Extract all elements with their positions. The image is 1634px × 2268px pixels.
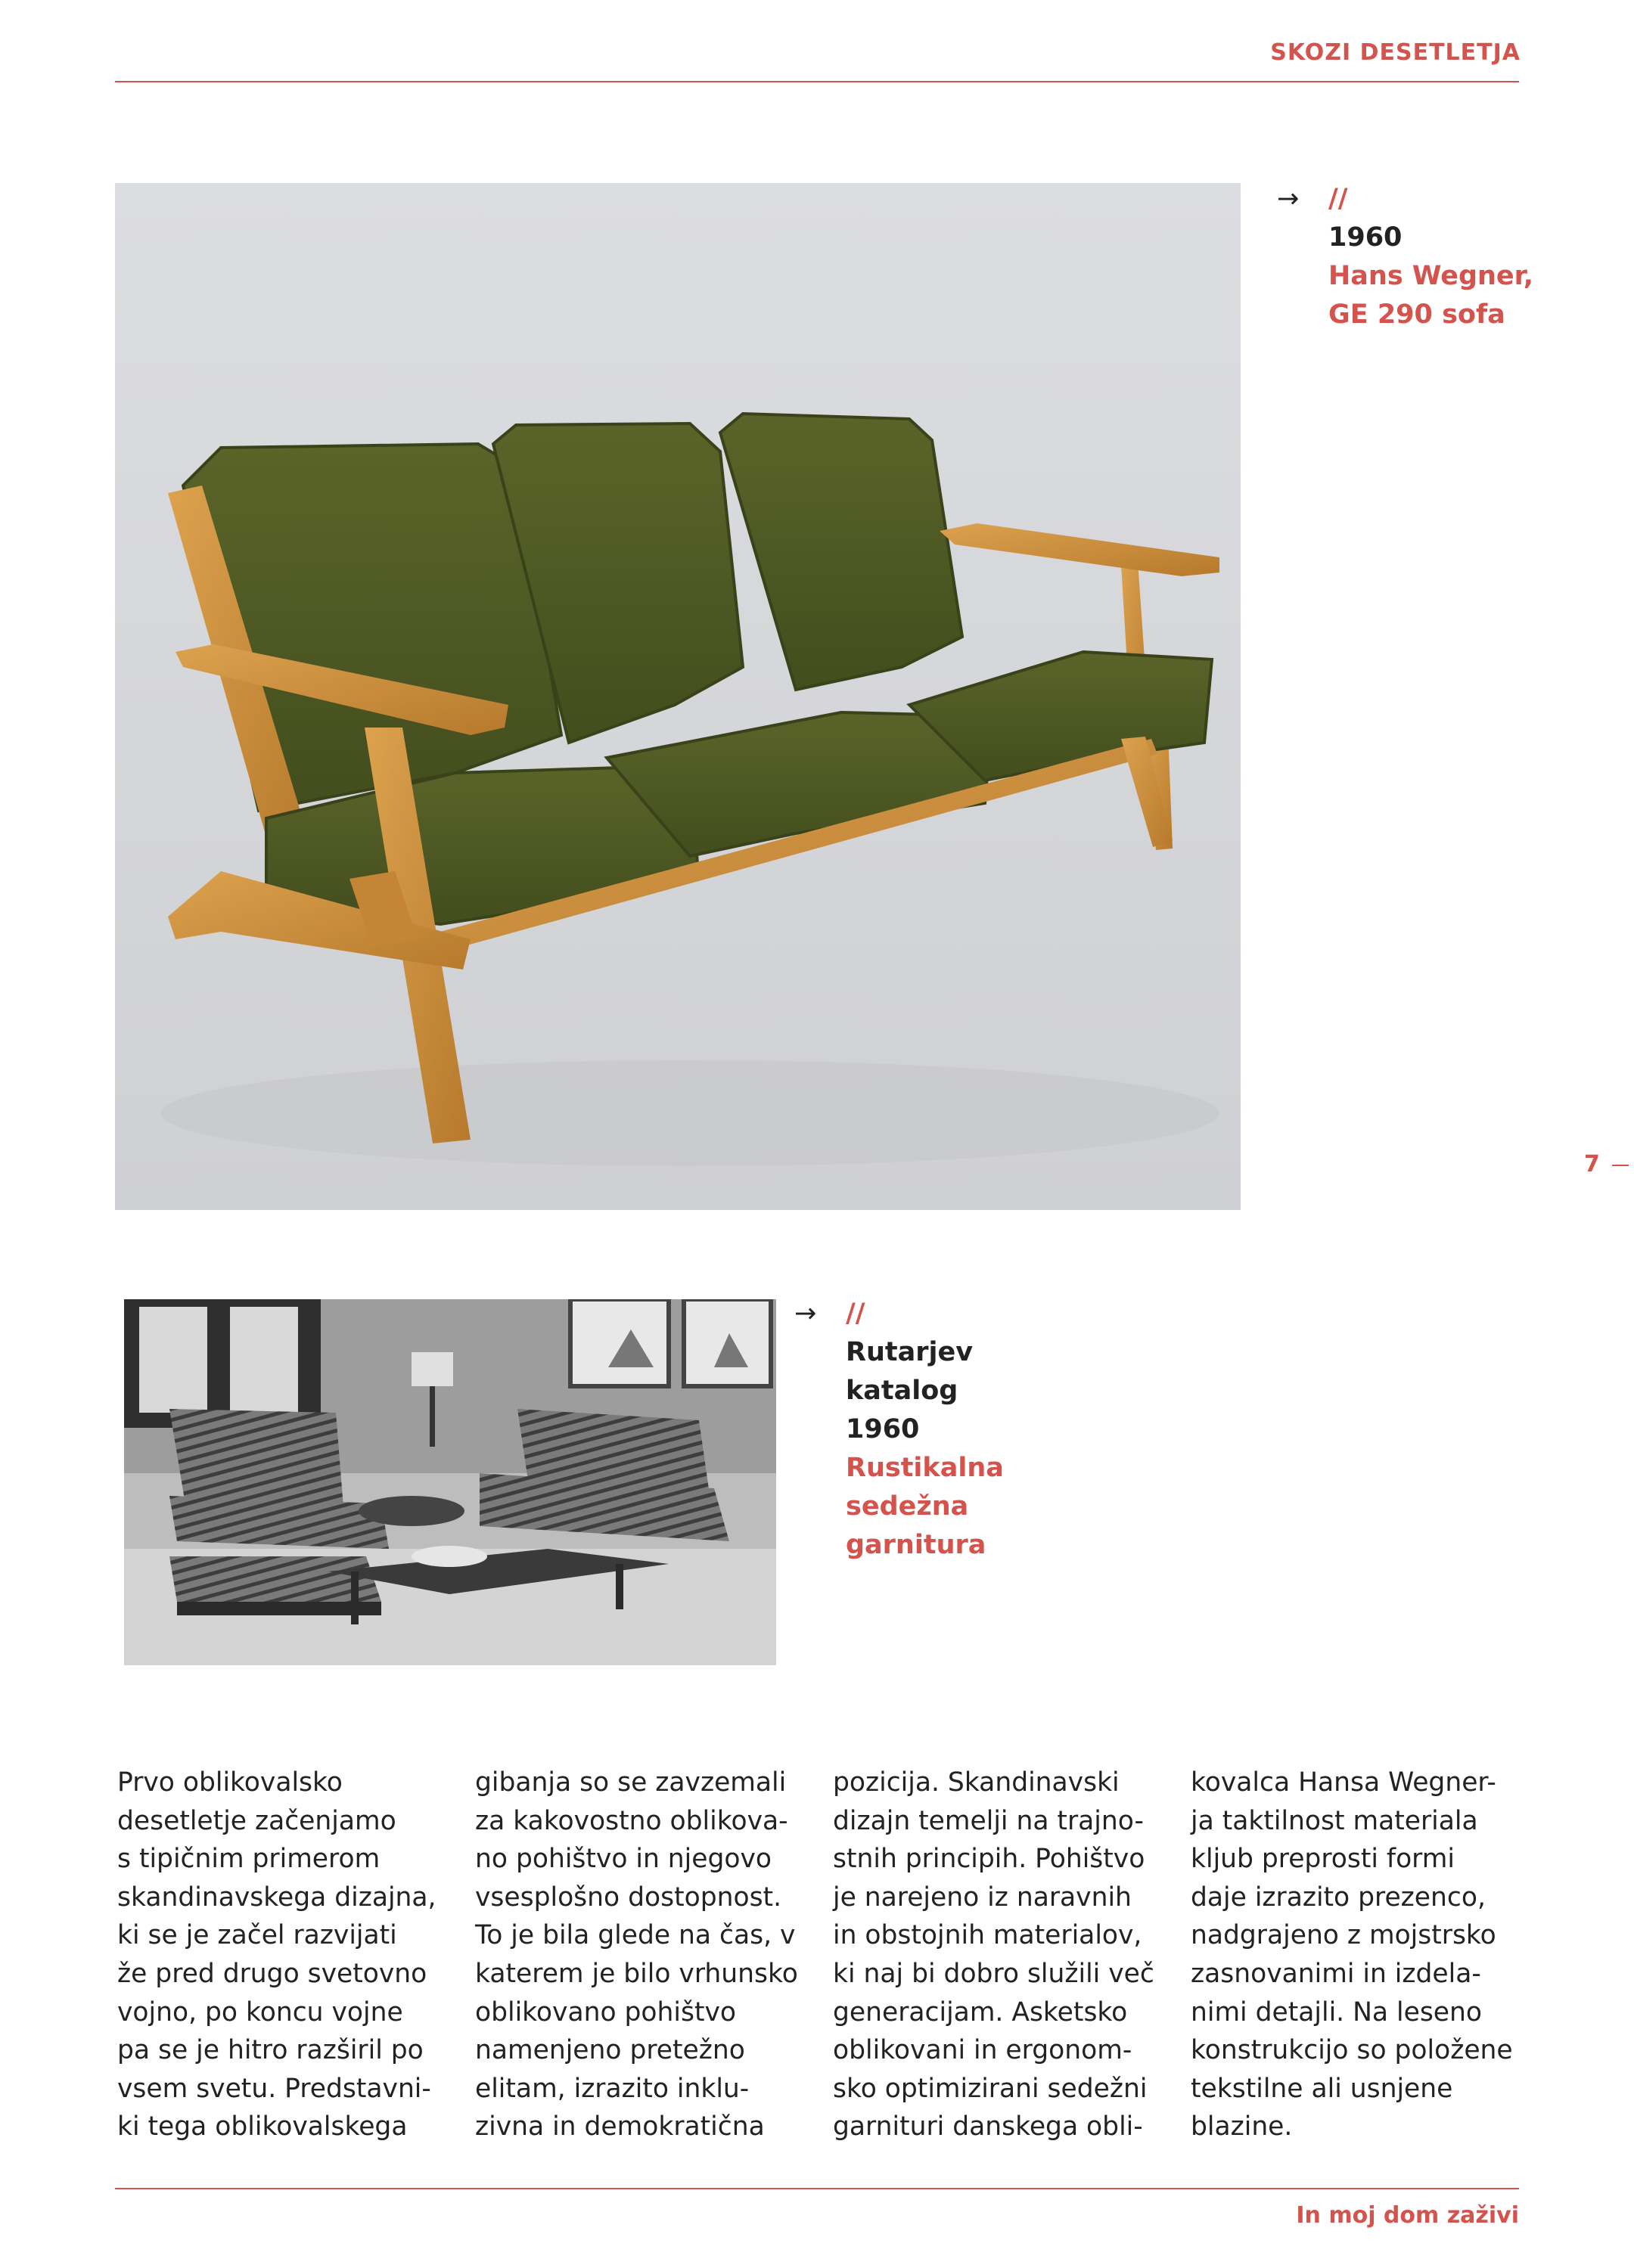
body-line: To je bila glede na čas, v [475,1920,796,1951]
body-line: katerem je bilo vrhunsko [475,1958,798,1989]
body-line: daje izrazito prezenco, [1191,1882,1486,1913]
body-line: generacijam. Asketsko [833,1997,1128,2028]
body-line: konstrukcijo so položene [1191,2035,1513,2066]
caption-title-line-3: garnitura [846,1530,986,1560]
body-line: desetletje začenjamo [117,1805,396,1836]
body-line: in obstojnih materialov, [833,1920,1142,1951]
body-line: pozicija. Skandinavski [833,1767,1120,1798]
body-column-4 [1191,1764,1513,2146]
body-line: s tipičnim primerom [117,1844,381,1875]
body-line: dizajn temelji na trajno- [833,1805,1144,1836]
caption-title-line-1: Rustikalna [846,1453,1004,1483]
body-line: že pred drugo svetovno [117,1958,427,1989]
arrow-right-icon: → [794,1298,817,1329]
footer-text: In moj dom zaživi [1296,2202,1519,2229]
caption-marker: // [1328,184,1348,214]
body-line: ki se je začel razvijati [117,1920,397,1951]
caption-designer: Hans Wegner, [1328,261,1534,291]
caption-source-line-1: Rutarjev [846,1337,974,1367]
body-line: sko optimizirani sedežni [833,2073,1148,2104]
caption-year: 1960 [846,1414,920,1444]
caption-marker: // [846,1298,865,1329]
body-line: skandinavskega dizajna, [117,1882,436,1913]
body-line: oblikovani in ergonom- [833,2035,1132,2066]
header-rule [115,81,1519,82]
body-line: Prvo oblikovalsko [117,1767,343,1798]
body-line: vojno, po koncu vojne [117,1997,403,2028]
body-column-2 [475,1764,798,2146]
sofa-photo [115,183,1241,1210]
body-column-1 [117,1764,435,2146]
body-line: kljub preprosti formi [1191,1844,1455,1875]
body-line: ki naj bi dobro služili več [833,1958,1154,1989]
body-line: blazine. [1191,2111,1293,2142]
section-title: SKOZI DESETLETJA [1270,39,1521,66]
caption-source-line-2: katalog [846,1376,958,1406]
body-line: gibanja so se zavzemali [475,1767,787,1798]
body-line: pa se je hitro razširil po [117,2035,424,2066]
body-line: nadgrajeno z mojstrsko [1191,1920,1496,1951]
body-line: kovalca Hansa Wegner- [1191,1767,1496,1798]
body-line: namenjeno pretežno [475,2035,745,2066]
body-line: vsesplošno dostopnost. [475,1882,782,1913]
body-line: za kakovostno oblikova- [475,1805,788,1836]
caption-title-line-2: sedežna [846,1491,969,1522]
body-line: zasnovanimi in izdela- [1191,1958,1481,1989]
page-number-value: 7 [1584,1151,1600,1177]
catalog-photo [124,1299,776,1665]
body-line: ki tega oblikovalskega [117,2111,408,2142]
body-line: oblikovano pohištvo [475,1997,737,2028]
body-line: vsem svetu. Predstavni- [117,2073,431,2104]
body-line: nimi detajli. Na leseno [1191,1997,1482,2028]
arrow-right-icon: → [1277,184,1300,214]
page-number-dash [1612,1165,1629,1166]
body-line: elitam, izrazito inklu- [475,2073,750,2104]
body-line: zivna in demokratična [475,2111,765,2142]
body-line: je narejeno iz naravnih [833,1882,1132,1913]
body-line: stnih principih. Pohištvo [833,1844,1145,1875]
main-photo-caption [1277,180,1534,334]
body-line: ja taktilnost materiala [1191,1805,1478,1836]
page-number [1584,1151,1629,1177]
body-column-3 [833,1764,1154,2146]
body-line: garnituri danskega obli- [833,2111,1143,2142]
caption-year: 1960 [1328,222,1403,253]
footer-rule [115,2188,1519,2189]
body-line: no pohištvo in njegovo [475,1844,772,1875]
body-line: tekstilne ali usnjene [1191,2073,1453,2104]
caption-model: GE 290 sofa [1328,299,1505,330]
catalog-photo-caption [794,1295,1004,1565]
